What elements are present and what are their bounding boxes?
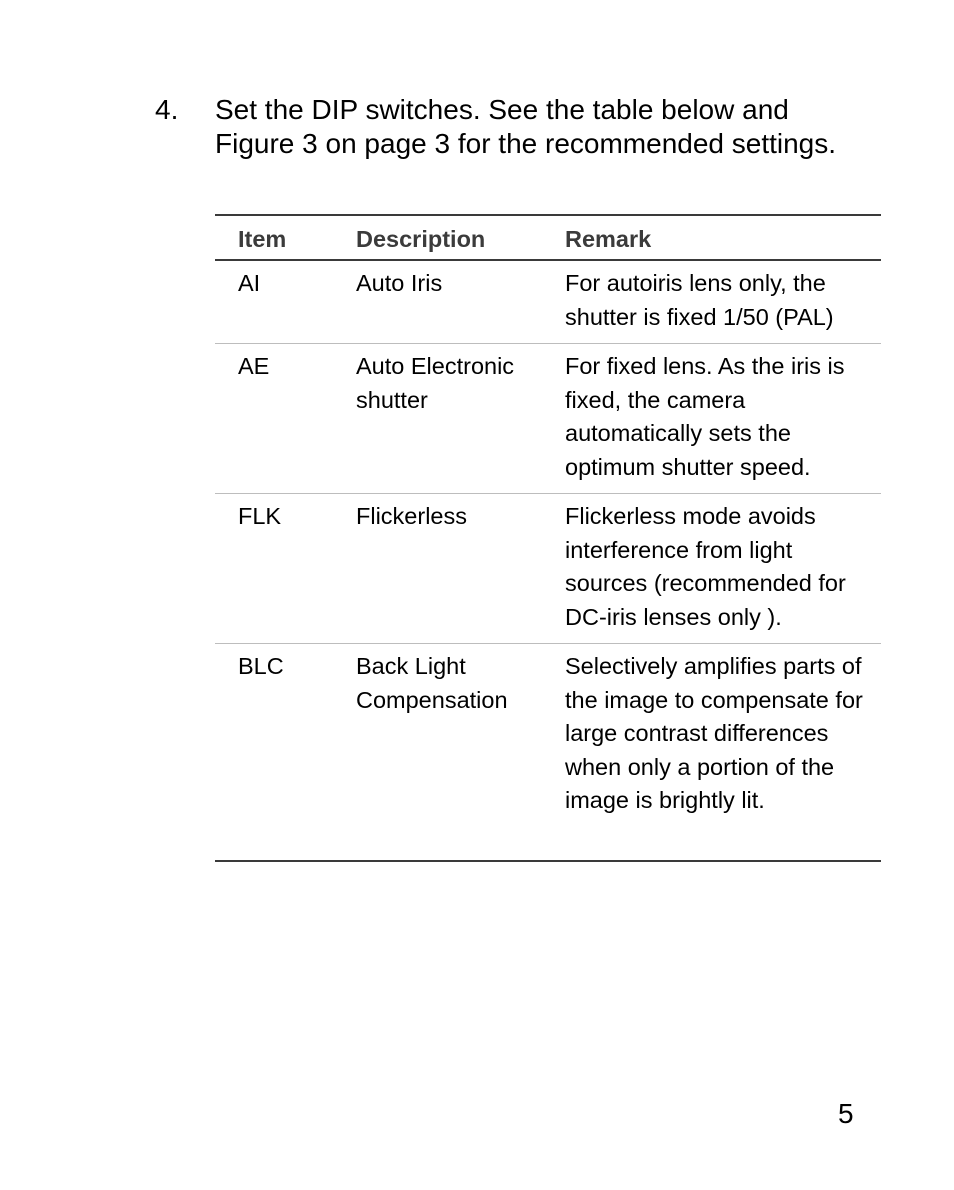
- header-item: Item: [238, 226, 287, 252]
- remark-cell: Selectively amplifies parts of the image to compensate for large contrast differences when only a portion of the image is brightly lit.: [565, 653, 863, 813]
- table-row: [215, 643, 881, 860]
- description-cell: Back Light Compensation: [356, 653, 508, 713]
- table-row: [215, 261, 881, 343]
- remark-cell: For fixed lens. As the iris is fixed, the camera automatically sets the optimum shutter speed.: [565, 353, 845, 480]
- description-cell: Auto Electronic shutter: [356, 353, 515, 413]
- item-cell: AE: [238, 353, 270, 379]
- table-row: [215, 343, 881, 493]
- table-header-row: [215, 216, 881, 261]
- step-instruction: Set the DIP switches. See the table below and Figure 3 on page 3 for the recommended settings.: [215, 94, 837, 159]
- dip-switch-table: [215, 214, 881, 862]
- item-cell: BLC: [238, 653, 284, 679]
- page-number: 5: [838, 1098, 854, 1129]
- remark-cell: For autoiris lens only, the shutter is fixed 1/50 (PAL): [565, 270, 834, 330]
- description-cell: Flickerless: [356, 503, 467, 529]
- item-cell: FLK: [238, 503, 282, 529]
- description-cell: Auto Iris: [356, 270, 443, 296]
- table-row: [215, 493, 881, 643]
- header-remark: Remark: [565, 226, 652, 252]
- item-cell: AI: [238, 270, 261, 296]
- remark-cell: Flickerless mode avoids interference from light sources (recommended for DC-iris lenses only ).: [565, 503, 846, 630]
- step-number: 4.: [155, 94, 179, 125]
- header-description: Description: [356, 226, 486, 252]
